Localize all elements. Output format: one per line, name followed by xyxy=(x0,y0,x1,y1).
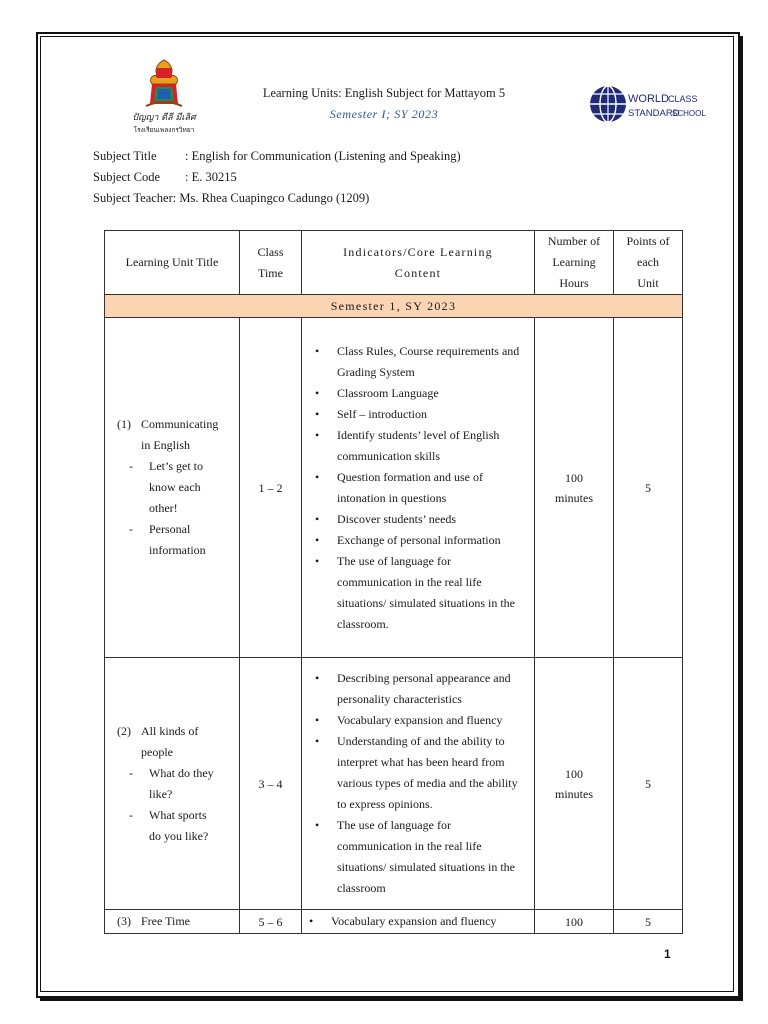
points-cell: 5 xyxy=(614,318,683,658)
indicators-cell xyxy=(302,658,535,910)
learning-hours-cell: 100 xyxy=(535,910,614,934)
list-item: • Understanding of and the ability to interpret what has been heard from various types of media and the ability to express opinions. xyxy=(311,731,527,815)
subject-title-label: Subject Title xyxy=(93,149,157,163)
header-indicators: Indicators/Core Learning Content xyxy=(302,231,535,295)
list-item: • Class Rules, Course requirements and Grading System xyxy=(311,341,527,383)
semester-row xyxy=(105,295,683,318)
page-number: 1 xyxy=(664,947,671,961)
subject-title-value: : English for Communication (Listening and Speaking) xyxy=(185,149,461,163)
list-item: • Question formation and use of intonation in questions xyxy=(311,467,527,509)
list-item: • Discover students’ needs xyxy=(311,509,527,530)
subject-title-line xyxy=(93,149,461,164)
learning-units-table xyxy=(104,230,683,934)
list-item: • The use of language for communication in the real life situations/ simulated situations in the classroom xyxy=(311,815,527,899)
svg-text:WORLD: WORLD xyxy=(628,93,669,105)
learning-hours-cell: 100 minutes xyxy=(535,318,614,658)
header-class-time: Class Time xyxy=(240,231,302,295)
header-unit-title: Learning Unit Title xyxy=(105,231,240,295)
list-item: • Classroom Language xyxy=(311,383,527,404)
list-item: • Vocabulary expansion and fluency xyxy=(305,911,527,932)
subject-teacher-line xyxy=(93,191,369,206)
header-points: Points of each Unit xyxy=(614,231,683,295)
indicators-cell xyxy=(302,318,535,658)
subject-teacher-value: : Ms. Rhea Cuapingco Cadungo (1209) xyxy=(172,191,370,205)
unit-title-cell: (3) Free Time xyxy=(105,910,240,934)
table-header-row xyxy=(105,231,683,295)
header-learning-hours: Number of Learning Hours xyxy=(535,231,614,295)
table-row xyxy=(105,318,683,658)
unit-title-cell: (1) Communicating in English - Let’s get to know each other! - Personal information xyxy=(105,318,240,658)
class-time-cell: 3 – 4 xyxy=(240,658,302,910)
class-time-cell: 1 – 2 xyxy=(240,318,302,658)
list-item: • The use of language for communication in the real life situations/ simulated situations in the classroom. xyxy=(311,551,527,635)
world-class-standard-school-logo xyxy=(588,80,706,130)
school-crest-logo xyxy=(112,54,216,136)
svg-text:CLASS: CLASS xyxy=(668,94,698,104)
subject-code-label: Subject Code xyxy=(93,170,161,184)
table-row xyxy=(105,910,683,934)
svg-text:STANDARD: STANDARD xyxy=(628,108,680,119)
svg-text:ปัญญา ดีลี มีเลิศ: ปัญญา ดีลี มีเลิศ xyxy=(132,113,196,123)
list-item: • Vocabulary expansion and fluency xyxy=(311,710,527,731)
list-item: • Exchange of personal information xyxy=(311,530,527,551)
points-cell: 5 xyxy=(614,910,683,934)
learning-hours-cell: 100 minutes xyxy=(535,658,614,910)
points-cell: 5 xyxy=(614,658,683,910)
subject-teacher-label: Subject Teacher xyxy=(93,191,173,205)
unit-title-cell: (2) All kinds of people - What do they like? - What sports do you like? xyxy=(105,658,240,910)
list-item: • Describing personal appearance and personality characteristics xyxy=(311,668,527,710)
list-item: • Self – introduction xyxy=(311,404,527,425)
subject-code-line xyxy=(93,170,237,185)
subject-code-value: : E. 30215 xyxy=(185,170,237,184)
list-item: • Identify students’ level of English communication skills xyxy=(311,425,527,467)
document-subtitle: Semester I; SY 2023 xyxy=(329,107,439,121)
svg-text:โรงเรียนเพลงกรวิทยา: โรงเรียนเพลงกรวิทยา xyxy=(133,126,195,134)
class-time-cell: 5 – 6 xyxy=(240,910,302,934)
indicators-cell xyxy=(302,910,535,934)
table-row xyxy=(105,658,683,910)
document-title: Learning Units: English Subject for Mattayom 5 xyxy=(262,86,506,100)
svg-text:SCHOOL: SCHOOL xyxy=(672,109,706,118)
semester-label: Semester 1, SY 2023 xyxy=(105,295,683,318)
